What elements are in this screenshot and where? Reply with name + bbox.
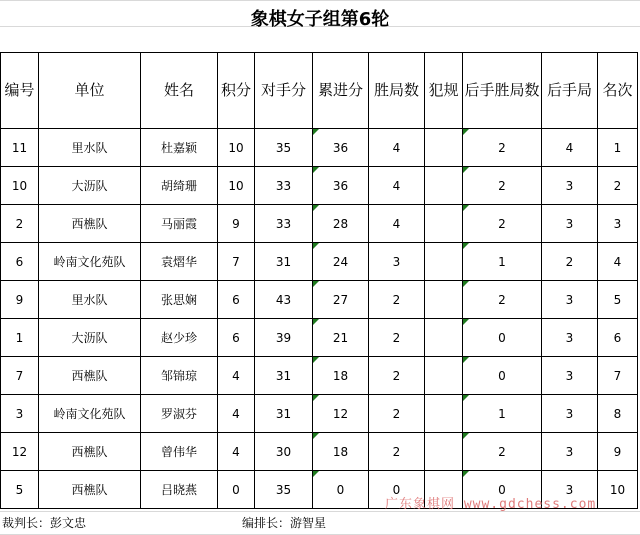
cell-black-wins[interactable]: 2 <box>463 167 542 205</box>
cell-black-games[interactable]: 2 <box>542 243 598 281</box>
cell-wins[interactable]: 2 <box>369 395 425 433</box>
cell-number[interactable]: 12 <box>1 433 39 471</box>
cell-opponent-score[interactable]: 35 <box>255 471 313 509</box>
col-header-name[interactable]: 姓名 <box>141 53 218 129</box>
col-header-opponent-score[interactable]: 对手分 <box>255 53 313 129</box>
cell-cumulative[interactable]: 18 <box>313 357 369 395</box>
cell-wins[interactable]: 2 <box>369 433 425 471</box>
cell-team[interactable]: 岭南文化苑队 <box>39 243 141 281</box>
table-row <box>1 167 638 205</box>
cell-team[interactable]: 西樵队 <box>39 433 141 471</box>
cell-black-wins[interactable]: 0 <box>463 471 542 509</box>
cell-rank[interactable]: 1 <box>598 129 638 167</box>
cell-rank[interactable]: 8 <box>598 395 638 433</box>
cell-fouls[interactable] <box>425 395 463 433</box>
cell-opponent-score[interactable]: 43 <box>255 281 313 319</box>
cell-black-wins[interactable]: 1 <box>463 395 542 433</box>
cell-name[interactable]: 杜嘉颖 <box>141 129 218 167</box>
cell-number[interactable]: 6 <box>1 243 39 281</box>
cell-team[interactable]: 大沥队 <box>39 167 141 205</box>
cell-rank[interactable]: 7 <box>598 357 638 395</box>
cell-rank[interactable]: 3 <box>598 205 638 243</box>
header-row <box>1 53 638 129</box>
cell-black-games[interactable]: 3 <box>542 433 598 471</box>
table-row <box>1 395 638 433</box>
cell-number[interactable]: 7 <box>1 357 39 395</box>
cell-fouls[interactable] <box>425 167 463 205</box>
table-row <box>1 319 638 357</box>
cell-number[interactable]: 1 <box>1 319 39 357</box>
arranger-label: 编排长：游智星 <box>242 516 327 530</box>
cell-cumulative[interactable]: 36 <box>313 129 369 167</box>
watermark: 广东象棋网 www.gdchess.com <box>385 497 597 512</box>
cell-team[interactable]: 岭南文化苑队 <box>39 395 141 433</box>
cell-fouls[interactable] <box>425 205 463 243</box>
cell-black-wins[interactable]: 0 <box>463 319 542 357</box>
col-header-black-games[interactable]: 后手局 <box>542 53 598 129</box>
table-row <box>1 281 638 319</box>
cell-points[interactable]: 10 <box>218 129 255 167</box>
cell-name[interactable]: 吕晓燕 <box>141 471 218 509</box>
cell-rank[interactable]: 6 <box>598 319 638 357</box>
cell-black-games[interactable]: 3 <box>542 395 598 433</box>
cell-points[interactable]: 7 <box>218 243 255 281</box>
col-header-team[interactable]: 单位 <box>39 53 141 129</box>
cell-black-games[interactable]: 3 <box>542 281 598 319</box>
cell-cumulative[interactable]: 12 <box>313 395 369 433</box>
col-header-wins[interactable]: 胜局数 <box>369 53 425 129</box>
cell-rank[interactable]: 2 <box>598 167 638 205</box>
col-header-cumulative[interactable]: 累进分 <box>313 53 369 129</box>
cell-rank[interactable]: 5 <box>598 281 638 319</box>
cell-fouls[interactable] <box>425 243 463 281</box>
cell-points[interactable]: 10 <box>218 167 255 205</box>
cell-wins[interactable]: 4 <box>369 205 425 243</box>
cell-black-wins[interactable]: 2 <box>463 129 542 167</box>
cell-wins[interactable]: 2 <box>369 357 425 395</box>
cell-black-games[interactable]: 3 <box>542 357 598 395</box>
cell-number[interactable]: 3 <box>1 395 39 433</box>
cell-rank[interactable]: 10 <box>598 471 638 509</box>
cell-name[interactable]: 张思娴 <box>141 281 218 319</box>
table-row <box>1 129 638 167</box>
cell-wins[interactable]: 3 <box>369 243 425 281</box>
cell-black-games[interactable]: 3 <box>542 319 598 357</box>
cell-cumulative[interactable]: 21 <box>313 319 369 357</box>
sheet-title: 象棋女子组第6轮 <box>250 9 390 30</box>
cell-points[interactable]: 4 <box>218 395 255 433</box>
cell-cumulative[interactable]: 24 <box>313 243 369 281</box>
cell-team[interactable]: 大沥队 <box>39 319 141 357</box>
cell-opponent-score[interactable]: 39 <box>255 319 313 357</box>
cell-points[interactable]: 6 <box>218 281 255 319</box>
cell-black-wins[interactable]: 0 <box>463 357 542 395</box>
cell-fouls[interactable] <box>425 319 463 357</box>
cell-opponent-score[interactable]: 31 <box>255 243 313 281</box>
cell-number[interactable]: 11 <box>1 129 39 167</box>
standings-table <box>0 52 638 509</box>
cell-black-wins[interactable]: 2 <box>463 205 542 243</box>
table-row <box>1 357 638 395</box>
cell-black-games[interactable]: 3 <box>542 471 598 509</box>
cell-wins[interactable]: 2 <box>369 281 425 319</box>
cell-cumulative[interactable]: 18 <box>313 433 369 471</box>
cell-name[interactable]: 曾伟华 <box>141 433 218 471</box>
cell-name[interactable]: 袁熠华 <box>141 243 218 281</box>
cell-points[interactable]: 9 <box>218 205 255 243</box>
cell-number[interactable]: 5 <box>1 471 39 509</box>
cell-rank[interactable]: 9 <box>598 433 638 471</box>
cell-wins[interactable]: 0 <box>369 471 425 509</box>
cell-black-wins[interactable]: 1 <box>463 243 542 281</box>
cell-rank[interactable]: 4 <box>598 243 638 281</box>
cell-black-wins[interactable]: 2 <box>463 433 542 471</box>
cell-cumulative[interactable]: 27 <box>313 281 369 319</box>
chief-referee-label: 裁判长：彭文忠 <box>2 516 87 530</box>
col-header-points[interactable]: 积分 <box>218 53 255 129</box>
cell-fouls[interactable] <box>425 357 463 395</box>
cell-points[interactable]: 4 <box>218 357 255 395</box>
cell-wins[interactable]: 2 <box>369 319 425 357</box>
cell-black-wins[interactable]: 2 <box>463 281 542 319</box>
cell-points[interactable]: 6 <box>218 319 255 357</box>
col-header-number[interactable]: 编号 <box>1 53 39 129</box>
cell-opponent-score[interactable]: 35 <box>255 129 313 167</box>
table-row <box>1 433 638 471</box>
col-header-rank[interactable]: 名次 <box>598 53 638 129</box>
cell-cumulative[interactable]: 36 <box>313 167 369 205</box>
cell-team[interactable]: 西樵队 <box>39 471 141 509</box>
cell-number[interactable]: 2 <box>1 205 39 243</box>
cell-points[interactable]: 0 <box>218 471 255 509</box>
table-row <box>1 243 638 281</box>
cell-opponent-score[interactable]: 31 <box>255 395 313 433</box>
cell-number[interactable]: 9 <box>1 281 39 319</box>
table-row <box>1 205 638 243</box>
cell-team[interactable]: 西樵队 <box>39 205 141 243</box>
cell-team[interactable]: 里水队 <box>39 281 141 319</box>
cell-team[interactable]: 里水队 <box>39 129 141 167</box>
cell-opponent-score[interactable]: 33 <box>255 167 313 205</box>
cell-wins[interactable]: 4 <box>369 129 425 167</box>
cell-black-games[interactable]: 3 <box>542 205 598 243</box>
cell-fouls[interactable] <box>425 281 463 319</box>
cell-team[interactable]: 西樵队 <box>39 357 141 395</box>
cell-fouls[interactable] <box>425 433 463 471</box>
cell-number[interactable]: 10 <box>1 167 39 205</box>
cell-opponent-score[interactable]: 31 <box>255 357 313 395</box>
cell-cumulative[interactable]: 0 <box>313 471 369 509</box>
cell-points[interactable]: 4 <box>218 433 255 471</box>
cell-black-games[interactable]: 3 <box>542 167 598 205</box>
col-header-black-wins[interactable]: 后手胜局数 <box>463 53 542 129</box>
cell-name[interactable]: 马丽霞 <box>141 205 218 243</box>
cell-fouls[interactable] <box>425 129 463 167</box>
col-header-fouls[interactable]: 犯规 <box>425 53 463 129</box>
cell-name[interactable]: 赵少珍 <box>141 319 218 357</box>
cell-wins[interactable]: 4 <box>369 167 425 205</box>
cell-cumulative[interactable]: 28 <box>313 205 369 243</box>
cell-opponent-score[interactable]: 33 <box>255 205 313 243</box>
cell-name[interactable]: 胡绮珊 <box>141 167 218 205</box>
cell-black-games[interactable]: 4 <box>542 129 598 167</box>
cell-name[interactable]: 邹锦琼 <box>141 357 218 395</box>
cell-opponent-score[interactable]: 30 <box>255 433 313 471</box>
cell-name[interactable]: 罗淑芬 <box>141 395 218 433</box>
